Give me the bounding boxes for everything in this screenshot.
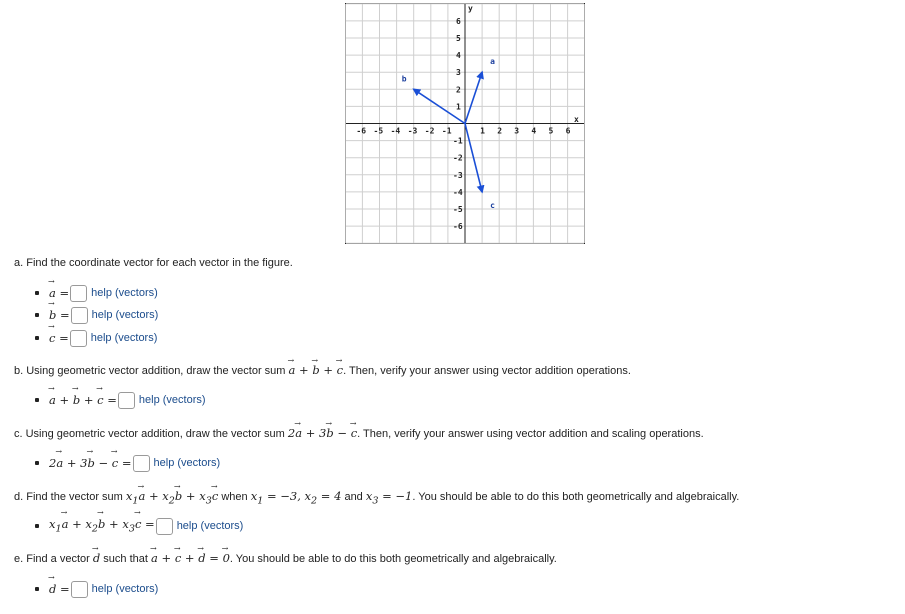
x-tick-label: 3 xyxy=(514,126,520,136)
x-tick-label: -5 xyxy=(373,126,384,136)
x-tick-label: -4 xyxy=(390,126,401,136)
y-tick-label: 5 xyxy=(456,34,461,43)
y-tick-label: 2 xyxy=(456,85,461,95)
lhs-a: → a = xyxy=(49,286,69,300)
help-link-d[interactable]: help (vectors) xyxy=(176,520,244,532)
y-axis-label: y xyxy=(468,4,473,13)
x-tick-label: -1 xyxy=(441,126,452,136)
x-tick-label: 4 xyxy=(531,126,537,136)
y-tick-label: 3 xyxy=(456,68,461,78)
answer-input-c[interactable] xyxy=(70,330,87,347)
help-link-a[interactable]: help (vectors) xyxy=(91,287,158,299)
y-tick-label: -5 xyxy=(453,205,463,214)
lhs-c: → c = xyxy=(49,331,69,345)
y-tick-label: -2 xyxy=(453,153,463,163)
bullet xyxy=(35,336,39,340)
help-link-b[interactable]: help (vectors) xyxy=(91,309,159,321)
part-b-prompt: b. Using geometric vector addition, draw the vector sum → a + → b + → c. Then, verify your answer using vector addition operations. xyxy=(14,363,631,378)
help-link-comb[interactable]: help (vectors) xyxy=(153,457,221,469)
help-link-sum[interactable]: help (vectors) xyxy=(138,394,206,406)
vector-label-a: a xyxy=(490,57,495,67)
vector-graph xyxy=(345,3,585,244)
y-tick-label: -1 xyxy=(453,136,463,146)
vector-label-c: c xyxy=(490,200,495,210)
answer-input-e[interactable] xyxy=(71,581,88,598)
vector-label-b: b xyxy=(401,74,407,84)
answer-row-b-sum xyxy=(35,390,206,410)
x-tick-label: 2 xyxy=(497,126,503,136)
bullet xyxy=(35,587,39,591)
y-tick-label: 6 xyxy=(456,16,461,26)
help-link-c[interactable]: help (vectors) xyxy=(90,332,158,344)
bullet xyxy=(35,291,39,295)
answer-input-sum[interactable] xyxy=(118,392,135,409)
x-tick-label: -6 xyxy=(356,126,367,136)
x-tick-label: -3 xyxy=(407,126,418,136)
y-tick-label: -4 xyxy=(453,187,463,197)
lhs-d: $x_1\to a + x_2\to b + x_3\to c$ = xyxy=(49,517,155,534)
x-tick-label: 1 xyxy=(480,126,485,136)
x-axis-label: x xyxy=(574,115,579,124)
y-tick-label: -3 xyxy=(453,170,463,180)
answer-row-d xyxy=(35,516,243,536)
answer-row-e xyxy=(35,579,158,599)
bullet xyxy=(35,398,39,402)
lhs-sum: → a + → b + → c = xyxy=(49,393,117,407)
lhs-d-vector: → d = xyxy=(49,582,70,596)
part-a-prompt: a. Find the coordinate vector for each vector in the figure. xyxy=(14,257,293,269)
bullet xyxy=(35,524,39,528)
bullet xyxy=(35,313,39,317)
part-e-prompt: e. Find a vector → d such that → a + → c + → d = → 0. You should be able to do this both geometrically and algebraically. xyxy=(14,551,557,566)
y-tick-label: -6 xyxy=(453,222,463,232)
answer-input-a[interactable] xyxy=(70,285,87,302)
part-d-prompt: d. Find the vector sum $x_1\to a + x_2\to b + x_3\to c$ when $x_1 = -3$, $x_2 = 4$ and $x_3 = -1$. You should be able to do this both geometrically and algebraically. xyxy=(14,489,739,508)
y-tick-label: 4 xyxy=(456,51,461,61)
answer-row-c-comb xyxy=(35,453,220,473)
answer-input-d[interactable] xyxy=(156,518,173,535)
x-tick-label: -2 xyxy=(424,126,435,136)
help-link-e[interactable]: help (vectors) xyxy=(91,583,159,595)
lhs-b: → b = xyxy=(49,308,70,322)
answer-input-b[interactable] xyxy=(71,307,88,324)
bullet xyxy=(35,461,39,465)
part-c-prompt: c. Using geometric vector addition, draw the vector sum 2→ a + 3→ b − → c. Then, verify your answer using vector addition and scaling operations. xyxy=(14,426,704,441)
answer-row-c xyxy=(35,328,157,348)
y-tick-label: 1 xyxy=(456,102,461,112)
answer-input-comb[interactable] xyxy=(133,455,150,472)
x-tick-label: 6 xyxy=(565,126,571,136)
lhs-comb: 2→ a + 3→ b − → c = xyxy=(49,456,132,470)
x-tick-label: 5 xyxy=(548,126,554,136)
